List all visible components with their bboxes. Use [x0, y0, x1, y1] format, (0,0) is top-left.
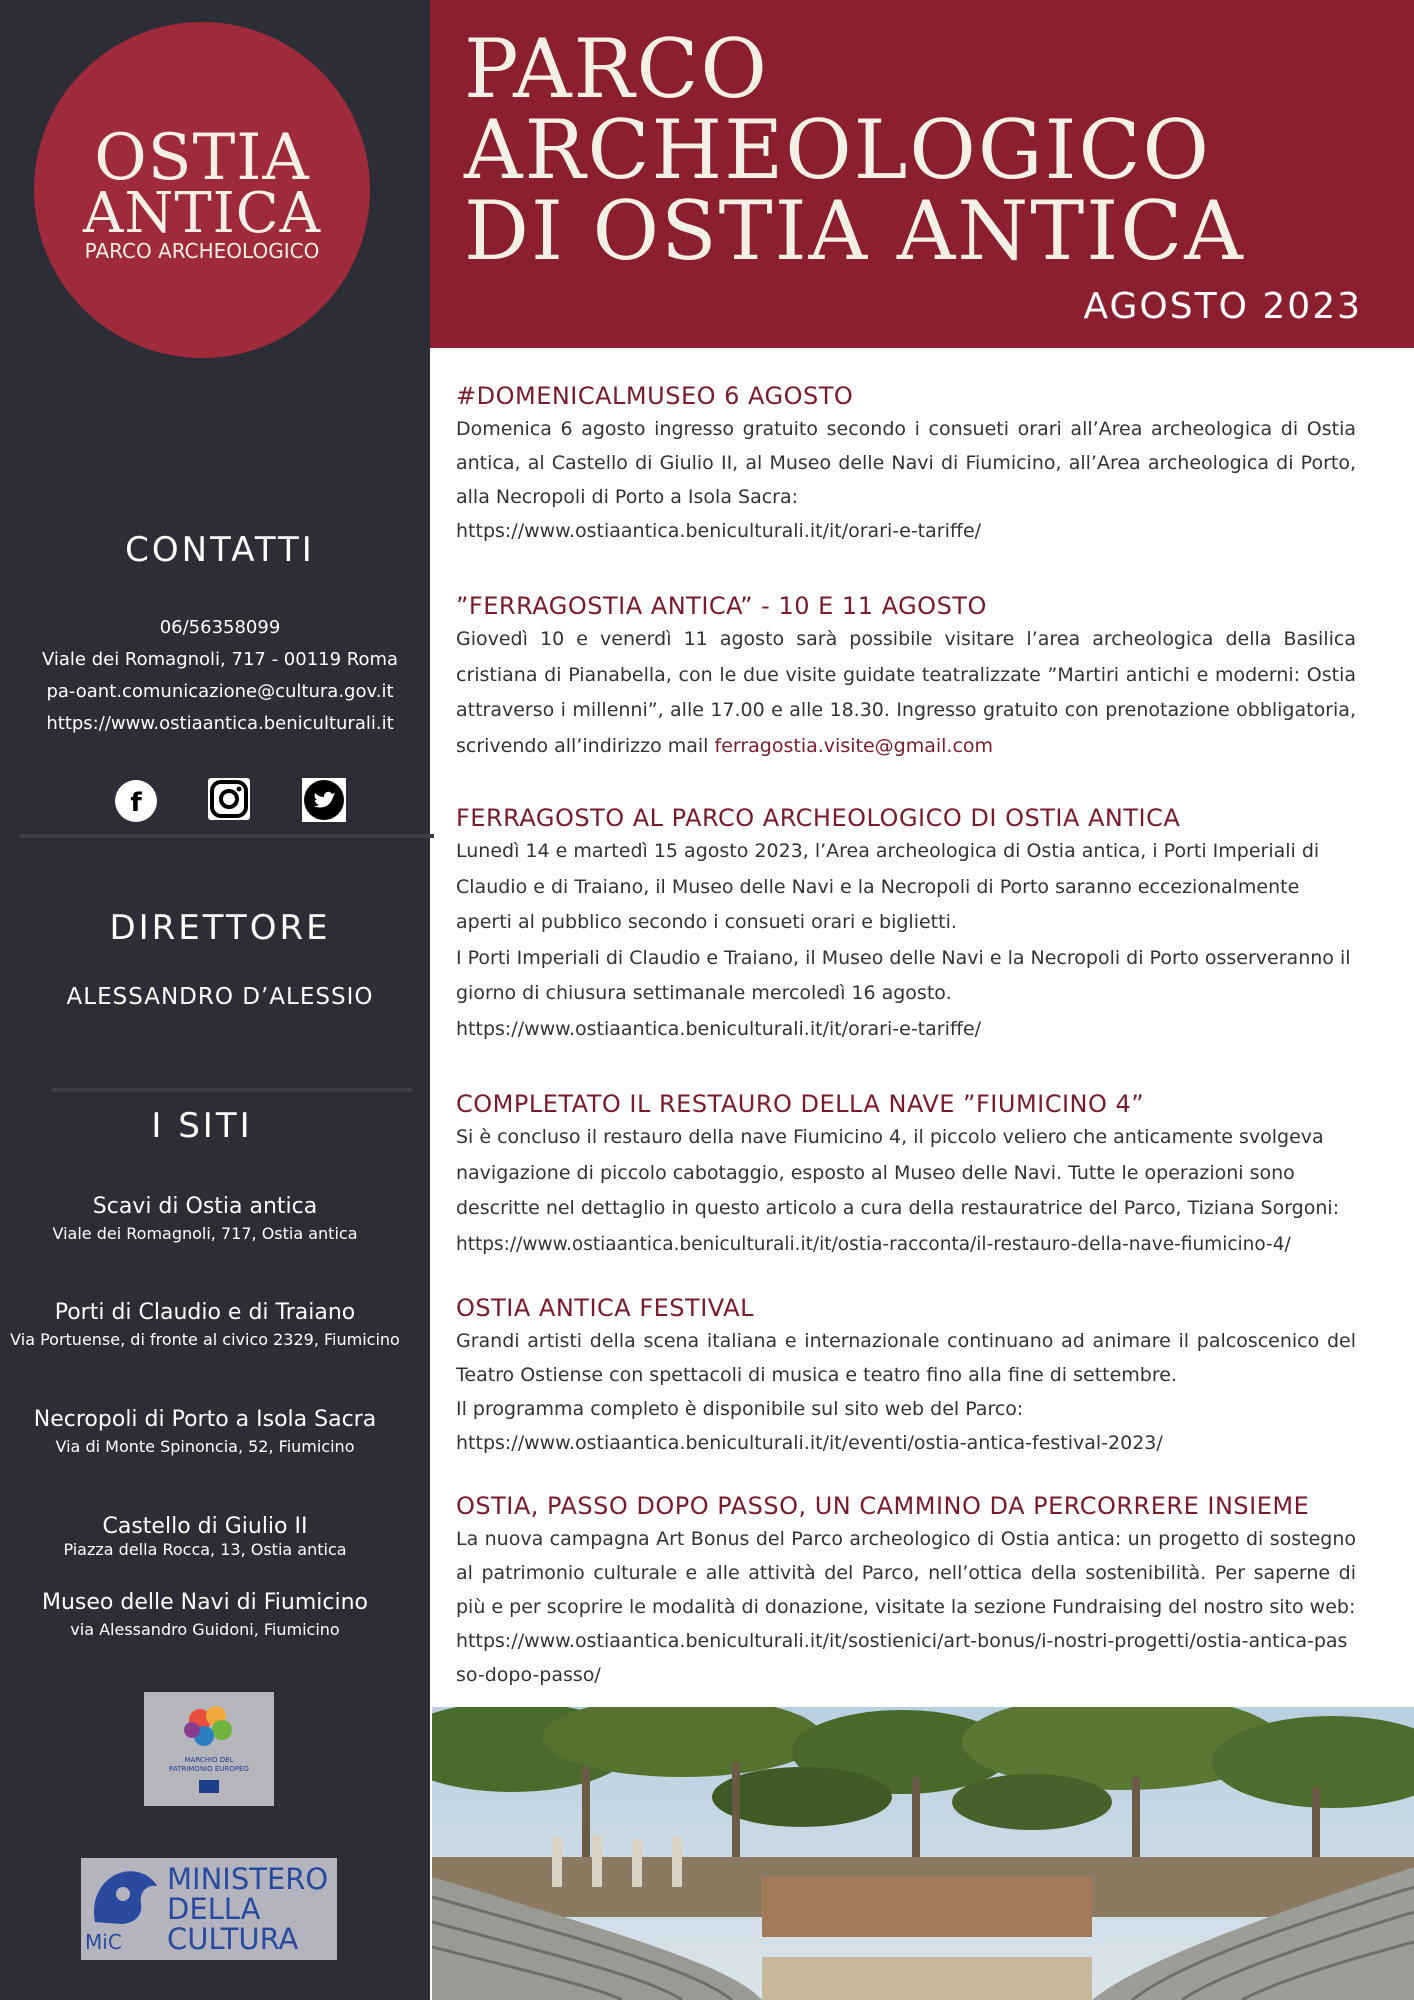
logo-line-1: OSTIA: [94, 121, 310, 195]
site-item: [0, 1512, 410, 1562]
article-text: I Porti Imperiali di Claudio e Traiano, il Museo delle Navi e la Necropoli di Porto osserveranno il giorno di chiusura settimanale mercoledì 16 agosto.: [456, 946, 1351, 1004]
contact-website[interactable]: https://www.ostiaantica.beniculturali.it: [46, 713, 394, 734]
article: [456, 590, 1356, 764]
article: [456, 1292, 1356, 1460]
contact-email[interactable]: pa-oant.comunicazione@cultura.gov.it: [46, 681, 394, 702]
heritage-label-line: PATRIMONIO EUROPEO: [169, 1765, 249, 1773]
article-title: FERRAGOSTO AL PARCO ARCHEOLOGICO DI OSTIA ANTICA: [456, 804, 1181, 832]
article-text: Lunedì 14 e martedì 15 agosto 2023, l’Area archeologica di Ostia antica, i Porti Imperiali di Claudio e di Traiano, il Museo delle Navi e la Necropoli di Porto saranno eccezionalmente aperti al pubblico secondo i consueti orari e biglietti.: [456, 840, 1320, 933]
sidebar-divider: [52, 1088, 412, 1092]
article-title: #DOMENICALMUSEO 6 AGOSTO: [456, 382, 854, 410]
sidebar-divider: [20, 834, 434, 838]
article-title: OSTIA, PASSO DOPO PASSO, UN CAMMINO DA PERCORRERE INSIEME: [456, 1492, 1310, 1520]
site-address: Piazza della Rocca, 13, Ostia antica: [63, 1540, 347, 1559]
article-link[interactable]: https://www.ostiaantica.beniculturali.it/it/orari-e-tariffe/: [456, 520, 982, 542]
ministry-line: DELLA: [167, 1892, 261, 1926]
site-name: Porti di Claudio e di Traiano: [54, 1300, 356, 1325]
twitter-icon[interactable]: [302, 778, 346, 822]
article-text: La nuova campagna Art Bonus del Parco archeologico di Ostia antica: un progetto di sostegno al patrimonio culturale e alle attività del Parco, nell’ottica della sostenibilità. Per saperne di più e per scoprire le modalità di donazione, visitate la sezione Fundraising del nostro sito web:: [456, 1528, 1356, 1618]
ministry-emblem-icon: [85, 1862, 165, 1932]
title-line: ARCHEOLOGICO: [464, 104, 1211, 198]
site-item: [0, 1192, 410, 1246]
article-title: COMPLETATO IL RESTAURO DELLA NAVE ”FIUMICINO 4”: [456, 1090, 1145, 1118]
site-item: [0, 1405, 410, 1459]
director-heading: DIRETTORE: [109, 908, 331, 948]
article-link[interactable]: https://www.ostiaantica.beniculturali.it/it/sostienici/art-bonus/i-nostri-progetti/ostia-antica-passo-dopo-passo/: [456, 1630, 1348, 1686]
ministry-line: CULTURA: [167, 1922, 299, 1956]
article: [456, 1490, 1356, 1692]
site-address: Via Portuense, di fronte al civico 2329, Fiumicino: [10, 1330, 400, 1349]
site-name: Museo delle Navi di Fiumicino: [41, 1590, 369, 1615]
director-name: ALESSANDRO D’ALESSIO: [66, 984, 374, 1010]
ostia-theatre-photo: [432, 1707, 1414, 2000]
site-name: Castello di Giulio II: [102, 1514, 308, 1539]
ministry-line: MINISTERO: [167, 1862, 329, 1896]
article-text: Il programma completo è disponibile sul sito web del Parco:: [456, 1398, 1024, 1420]
ministry-of-culture-logo: [81, 1858, 337, 1960]
article-text: Domenica 6 agosto ingresso gratuito secondo i consueti orari all’Area archeologica di Ostia antica, al Castello di Giulio II, al Museo delle Navi di Fiumicino, all’Area archeologica di Porto, alla Necropoli di Porto a Isola Sacra:: [456, 418, 1356, 508]
logo-line-2: ANTICA: [82, 181, 322, 246]
sidebar: [0, 0, 430, 2000]
title-line: DI OSTIA ANTICA: [464, 185, 1245, 279]
article: [456, 802, 1356, 1047]
logo-line-3: PARCO ARCHEOLOGICO: [84, 239, 320, 263]
article-link[interactable]: https://www.ostiaantica.beniculturali.it/it/eventi/ostia-antica-festival-2023/: [456, 1432, 1163, 1454]
article-text: Grandi artisti della scena italiana e internazionale continuano ad animare il palcoscenico del Teatro Ostiense con spettacoli di musica e teatro fino alla fine di settembre.: [456, 1330, 1356, 1386]
page-title: [464, 23, 1394, 279]
contact-phone[interactable]: 06/56358099: [159, 617, 281, 638]
header-banner: [430, 0, 1414, 348]
title-line: PARCO: [464, 23, 769, 117]
site-name: Scavi di Ostia antica: [92, 1194, 318, 1219]
article-title: OSTIA ANTICA FESTIVAL: [456, 1294, 754, 1322]
site-name: Necropoli di Porto a Isola Sacra: [33, 1407, 377, 1432]
article-text: Giovedì 10 e venerdì 11 agosto sarà possibile visitare l’area archeologica della Basilica cristiana di Pianabella, con le due visite guidate teatralizzate ”Martiri antichi e moderni: Ostia attraverso i millenni”, alle 17.00 e alle 18.30. Ingresso gratuito con prenotazione obbligatoria, scrivendo all’indirizzo mail: [456, 628, 1356, 757]
sites-heading: I SITI: [151, 1106, 253, 1146]
eu-flag-icon: [199, 1780, 219, 1793]
site-address: Via di Monte Spinoncia, 52, Fiumicino: [55, 1437, 355, 1456]
ministry-short-name: MiC: [85, 1930, 122, 1954]
svg-text:f: f: [130, 788, 142, 818]
facebook-icon[interactable]: [115, 780, 157, 822]
site-address: Viale dei Romagnoli, 717, Ostia antica: [52, 1224, 358, 1243]
site-item: [0, 1588, 410, 1642]
contacts-heading: CONTATTI: [125, 530, 315, 570]
article-link[interactable]: https://www.ostiaantica.beniculturali.it/it/orari-e-tariffe/: [456, 1017, 982, 1040]
article: [456, 380, 1356, 548]
article-text: Si è concluso il restauro della nave Fiumicino 4, il piccolo veliero che anticamente svolgeva navigazione di piccolo cabotaggio, esposto al Museo delle Navi. Tutte le operazioni sono descritte nel dettaglio in questo articolo a cura della restauratrice del Parco, Tiziana Sorgoni:: [456, 1126, 1340, 1219]
article: [456, 1088, 1356, 1262]
site-address: via Alessandro Guidoni, Fiumicino: [70, 1620, 340, 1639]
heritage-label-line: MARCHIO DEL: [184, 1756, 234, 1764]
contacts-list: [0, 612, 440, 740]
site-item: [0, 1298, 410, 1352]
park-logo: [34, 22, 370, 358]
issue-date: AGOSTO 2023: [1083, 286, 1362, 327]
instagram-icon[interactable]: [208, 778, 250, 820]
article-title: ”FERRAGOSTIA ANTICA” - 10 E 11 AGOSTO: [456, 592, 987, 620]
article-link[interactable]: https://www.ostiaantica.beniculturali.it/it/ostia-racconta/il-restauro-della-nave-fiumicino-4/: [456, 1233, 1291, 1255]
email-link[interactable]: ferragostia.visite@gmail.com: [714, 734, 994, 757]
european-heritage-label-logo: [144, 1692, 274, 1806]
contact-address: Viale dei Romagnoli, 717 - 00119 Roma: [41, 649, 399, 670]
